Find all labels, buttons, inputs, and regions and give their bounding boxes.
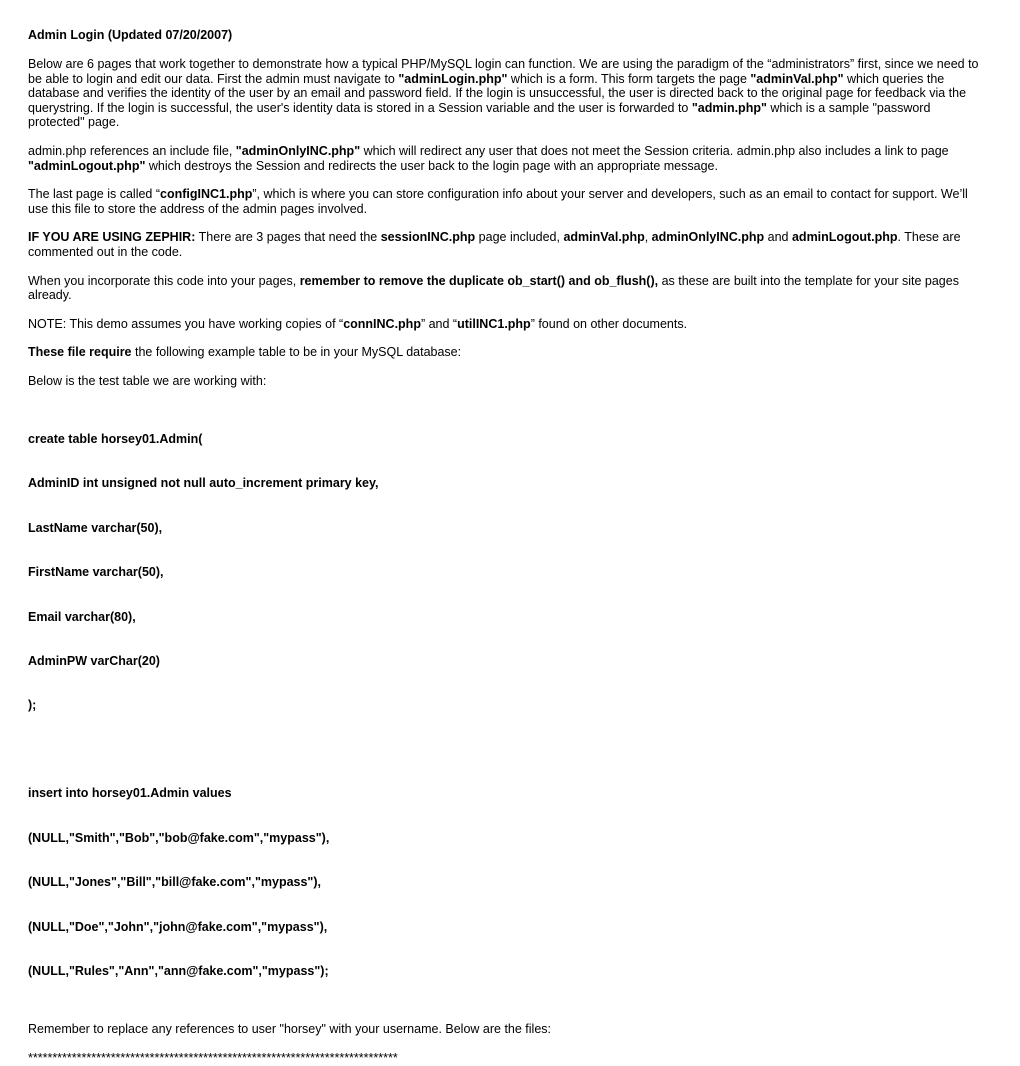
config-text-2: ”, which is where you can store configuration info about your server and developers, such as an email to contact for support. We’ll use this file to store the address of the admin pages involved.: [28, 187, 968, 216]
config-text-1: The last page is called “: [28, 187, 161, 202]
file-adminlogin-php: "adminLogin.php": [398, 71, 508, 86]
file-conninc-php: connINC.php: [343, 316, 421, 331]
intro-quoted-administrators: “administrators”: [767, 57, 855, 71]
paragraph-requirements: [28, 345, 990, 360]
note-text-2: ” and “: [420, 316, 458, 331]
zephir-sep-2: and: [764, 230, 792, 245]
paragraph-remember-username: Remember to replace any references to user "horsey" with your username. Below are the files:: [28, 1022, 552, 1037]
sql-line: create table horsey01.Admin(: [28, 432, 203, 447]
paragraph-intro: [28, 57, 990, 130]
sql-line: (NULL,"Rules","Ann","ann@fake.com","mypass");: [28, 963, 329, 978]
file-adminval-php: "adminVal.php": [750, 71, 844, 86]
sql-line: AdminPW varChar(20): [28, 654, 160, 669]
page-title: Admin Login (Updated 07/20/2007): [28, 28, 233, 42]
sql-line: insert into horsey01.Admin values: [28, 786, 232, 801]
paragraph-note: [28, 317, 990, 332]
file-adminlogout-php: "adminLogout.php": [28, 158, 146, 173]
zephir-text-1: There are 3 pages that need the: [195, 230, 381, 245]
paragraph-test-table-intro: Below is the test table we are working with:: [28, 373, 267, 388]
paragraph-config: [28, 187, 990, 216]
sql-line: (NULL,"Doe","John","john@fake.com","mypass"),: [28, 919, 328, 934]
intro-text-1: Below are 6 pages that work together to demonstrate how a typical PHP/MySQL login can function. We are using the paradigm of the: [28, 57, 768, 71]
intro-text-3: which is a form. This form targets the page: [507, 71, 751, 86]
intro-text-4: which queries the database and verifies the identity of the user by an email and password field. If the login is unsuccessful, the user is directed back to the original page for feedback via the querystring. If the login is successful, the user's identity data is stored in a Session variable and the user is forwarded to: [28, 71, 967, 115]
sql-line: Email varchar(80),: [28, 609, 136, 624]
file-sessioninc-php: sessionINC.php: [380, 230, 476, 245]
paragraph-obstart: [28, 274, 990, 303]
sql-line: AdminID int unsigned not null auto_increment primary key,: [28, 476, 379, 491]
zephir-text-2: page included,: [475, 230, 564, 245]
zephir-text-3: . These are commented out in the code.: [28, 230, 961, 259]
obstart-text-1: When you incorporate this code into your pages,: [28, 273, 300, 288]
insert-sql-block: [28, 757, 990, 1009]
requirements-text: the following example table to be in your MySQL database:: [131, 345, 462, 360]
sql-line: (NULL,"Smith","Bob","bob@fake.com","mypass"),: [28, 830, 330, 845]
include-text-3: which destroys the Session and redirects the user back to the login page with an appropriate message.: [145, 158, 718, 173]
zephir-sep-1: ,: [644, 230, 652, 245]
zephir-heading: IF YOU ARE USING ZEPHIR:: [28, 230, 196, 245]
include-text-2: which will redirect any user that does not meet the Session criteria. admin.php also includes a link to page: [360, 143, 949, 158]
note-text-3: ” found on other documents.: [530, 316, 688, 331]
obstart-warning: remember to remove the duplicate ob_start() and ob_flush(),: [299, 273, 659, 288]
file-adminonlyinc-php-ref: adminOnlyINC.php: [651, 230, 765, 245]
paragraph-includes: [28, 144, 990, 173]
intro-text-2: first, since we need to be able to login and edit our data. First the admin must navigate to: [28, 57, 979, 86]
file-adminlogout-php-ref: adminLogout.php: [791, 230, 898, 245]
file-configinc1-php: configINC1.php: [160, 187, 253, 202]
note-text-1: NOTE: This demo assumes you have working copies of “: [28, 316, 344, 331]
sql-line: FirstName varchar(50),: [28, 565, 164, 580]
file-adminval-php-ref: adminVal.php: [563, 230, 645, 245]
asterisk-divider: ****************************************************************************: [28, 1050, 398, 1065]
sql-line: );: [28, 698, 37, 713]
requirements-heading: These file require: [28, 345, 132, 360]
file-utilinc1-php: utilINC1.php: [457, 316, 531, 331]
create-table-sql-block: [28, 403, 990, 743]
intro-text-5: which is a sample "password protected" page.: [28, 100, 931, 130]
sql-line: (NULL,"Jones","Bill","bill@fake.com","mypass"),: [28, 875, 321, 890]
file-admin-php: "admin.php": [691, 100, 767, 115]
obstart-text-2: as these are built into the template for your site pages already.: [28, 273, 959, 303]
sql-line: LastName varchar(50),: [28, 520, 163, 535]
include-text-1: admin.php references an include file,: [28, 143, 236, 158]
paragraph-zephir: [28, 230, 990, 259]
file-adminonlyinc-php: "adminOnlyINC.php": [235, 143, 361, 158]
